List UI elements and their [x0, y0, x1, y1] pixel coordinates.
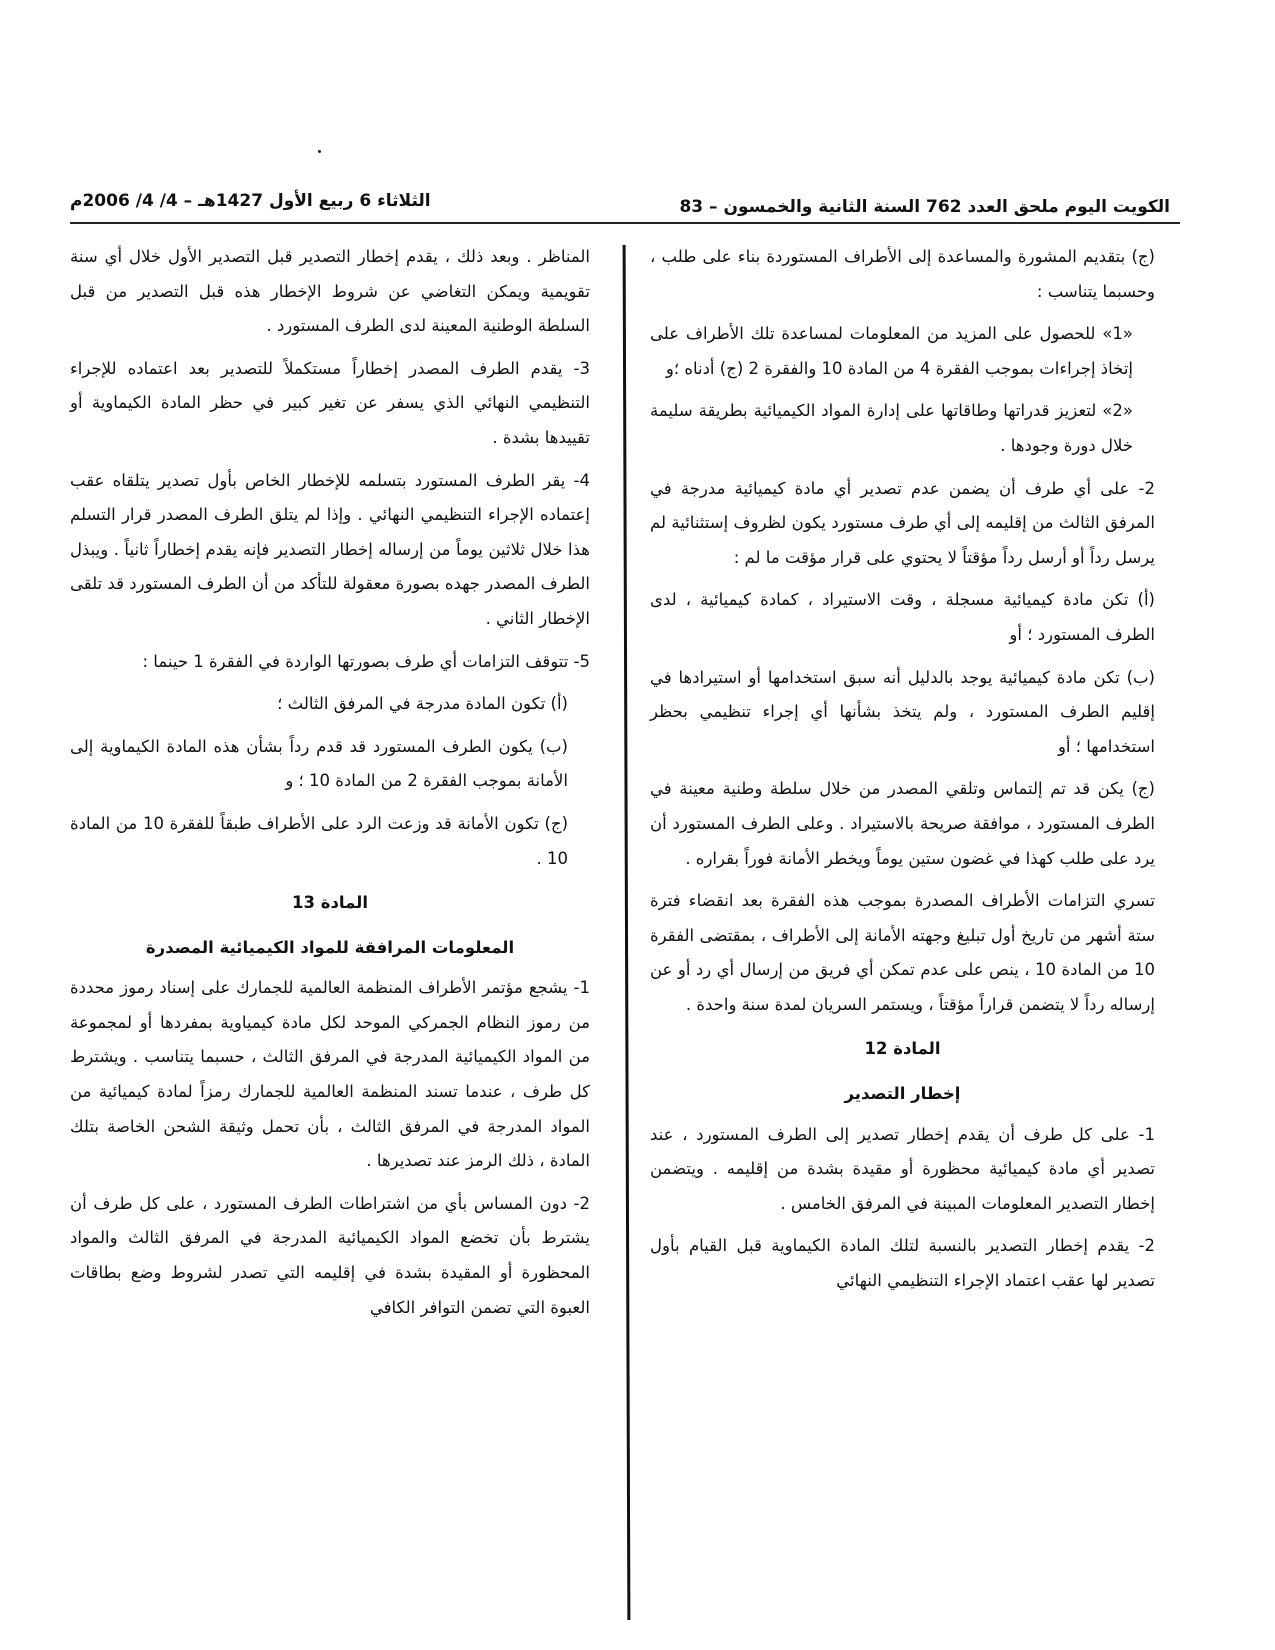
article-13-title: المعلومات المرافقة للمواد الكيميائية المصدرة — [145, 937, 515, 957]
right-column — [650, 240, 1155, 1307]
paragraph: (أ) تكون المادة مدرجة في المرفق الثالث ؛ — [277, 694, 568, 714]
article-12-number: المادة 12 — [864, 1039, 941, 1059]
article-13-number: المادة 13 — [291, 893, 369, 913]
paragraph: 1- على كل طرف أن يقدم إخطار تصدير إلى الطرف المستورد ، عند تصدير أي مادة كيميائية محظورة أو مقيدة بشدة من إقليمه . ويتضمن إخطار التصدير المعلومات المبينة في المرفق الخامس . — [650, 1124, 1155, 1213]
paragraph: (ج) بتقديم المشورة والمساعدة إلى الأطراف المستوردة بناء على طلب ، وحسبما يتناسب : — [650, 247, 1155, 301]
paragraph: 4- يقر الطرف المستورد بتسلمه للإخطار الخاص بأول تصدير يتلقاه عقب إعتماده الإجراء التنظيمي النهائي . وإذا لم يتلق الطرف المصدر قرار التسلم هذا خلال ثلاثين يوماً من إرساله إخطار التصدير فإنه يقدم إخطاراً ثانياً . ويبذل الطرف المصدر جهده بصورة معقولة للتأكد من أن الطرف المستورد قد تلقى الإخطار الثاني . — [70, 470, 590, 628]
header-publication: الكويت اليوم ملحق العدد 762 السنة الثانية والخمسون – 83 — [679, 197, 1170, 217]
paragraph: (أ) تكن مادة كيميائية مسجلة ، وقت الاستيراد ، كمادة كيميائية ، لدى الطرف المستورد ؛ أو — [650, 590, 1155, 644]
paragraph: «2» لتعزيز قدراتها وطاقاتها على إدارة المواد الكيميائية بطريقة سليمة خلال دورة وجودها . — [650, 401, 1133, 455]
paragraph: (ج) تكون الأمانة قد وزعت الرد على الأطراف طبقاً للفقرة 10 من المادة 10 . — [70, 813, 569, 868]
paragraph: 3- يقدم الطرف المصدر إخطاراً مستكملاً للتصدير بعد اعتماده للإجراء التنظيمي النهائي الذي يسفر عن تغير كبير في حظر المادة الكيماوية أو تقييدها بشدة . — [70, 358, 590, 447]
column-divider — [623, 245, 631, 1620]
paragraph: (ج) يكن قد تم إلتماس وتلقي المصدر من خلال سلطة وطنية معينة في الطرف المستورد ، موافقة صريحة بالاستيراد . وعلى الطرف المستورد أن يرد على طلب كهذا في غضون ستين يوماً ويخطر الأمانة فوراً بقراره . — [650, 779, 1155, 868]
header-date: الثلاثاء 6 ربيع الأول 1427هـ – 4/ 4/ 2006م — [70, 191, 431, 211]
paragraph: 5- تتوقف التزامات أي طرف بصورتها الواردة في الفقرة 1 حينما : — [142, 651, 590, 671]
paragraph: (ب) تكن مادة كيميائية يوجد بالدليل أنه سبق استخدامها أو استيرادها في إقليم الطرف المستورد ، ولم يتخذ بشأنها أي إجراء تنظيمي بحظر استخدامها ؛ أو — [650, 667, 1155, 756]
paragraph: تسري التزامات الأطراف المصدرة بموجب هذه الفقرة بعد انقضاء فترة ستة أشهر من تاريخ أول تبليغ وجهته الأمانة إلى الأطراف ، بمقتضى الفقرة 10 من المادة 10 ، ينص على عدم تمكن أي فريق من إرسال أي رد أو عن إرساله رداً لا يتضمن قراراً مؤقتاً ، ويستمر السريان لمدة سنة واحدة . — [650, 891, 1155, 1014]
header-rule — [70, 222, 1180, 224]
scan-speck — [318, 150, 321, 153]
paragraph: 2- يقدم إخطار التصدير بالنسبة لتلك المادة الكيماوية قبل القيام بأول تصدير لها عقب اعتماد الإجراء التنظيمي النهائي — [650, 1236, 1155, 1291]
paragraph: المناظر . وبعد ذلك ، يقدم إخطار التصدير قبل التصدير الأول خلال أي سنة تقويمية ويمكن التغاضي عن شروط الإخطار هذه قبل التصدير من قبل السلطة الوطنية المعينة لدى الطرف المستورد . — [70, 247, 590, 336]
left-column — [70, 240, 590, 1333]
paragraph: 2- على أي طرف أن يضمن عدم تصدير أي مادة كيميائية مدرجة في المرفق الثالث من إقليمه إلى أي طرف مستورد يكون لظروف إستثنائية لم يرسل رداً أو أرسل رداً مؤقتاً لا يحتوي على قرار مؤقت ما لم : — [650, 478, 1155, 567]
paragraph: «1» للحصول على المزيد من المعلومات لمساعدة تلك الأطراف على إتخاذ إجراءات بموجب الفقرة 4 من المادة 10 والفقرة 2 (ج) أدناه ؛و — [650, 324, 1133, 378]
paragraph: (ب) يكون الطرف المستورد قد قدم رداً بشأن هذه المادة الكيماوية إلى الأمانة بموجب الفقرة 2 من المادة 10 ؛ و — [70, 736, 568, 791]
article-12-title: إخطار التصدير — [844, 1084, 961, 1104]
paragraph: 2- دون المساس بأي من اشتراطات الطرف المستورد ، على كل طرف أن يشترط بأن تخضع المواد الكيميائية المدرجة في المرفق الثالث والمواد المحظورة أو المقيدة بشدة في إقليمه التي تصدر لشروط وضع بطاقات العبوة التي تضمن التوافر الكافي — [70, 1193, 590, 1317]
paragraph: 1- يشجع مؤتمر الأطراف المنظمة العالمية للجمارك على إسناد رموز محددة من رموز النظام الجمركي الموحد لكل مادة كيمياوية بمفردها أو لمجموعة من المواد الكيميائية المدرجة في المرفق الثالث ، حسبما يتناسب . ويشترط كل طرف ، عندما تسند المنظمة العالمية للجمارك رمزاً لمادة كيميائية من المواد المدرجة في المرفق الثالث ، بأن تحمل وثيقة الشحن الخاصة بتلك المادة ، ذلك الرمز عند تصديرها . — [70, 978, 590, 1171]
page-header — [70, 185, 1170, 225]
